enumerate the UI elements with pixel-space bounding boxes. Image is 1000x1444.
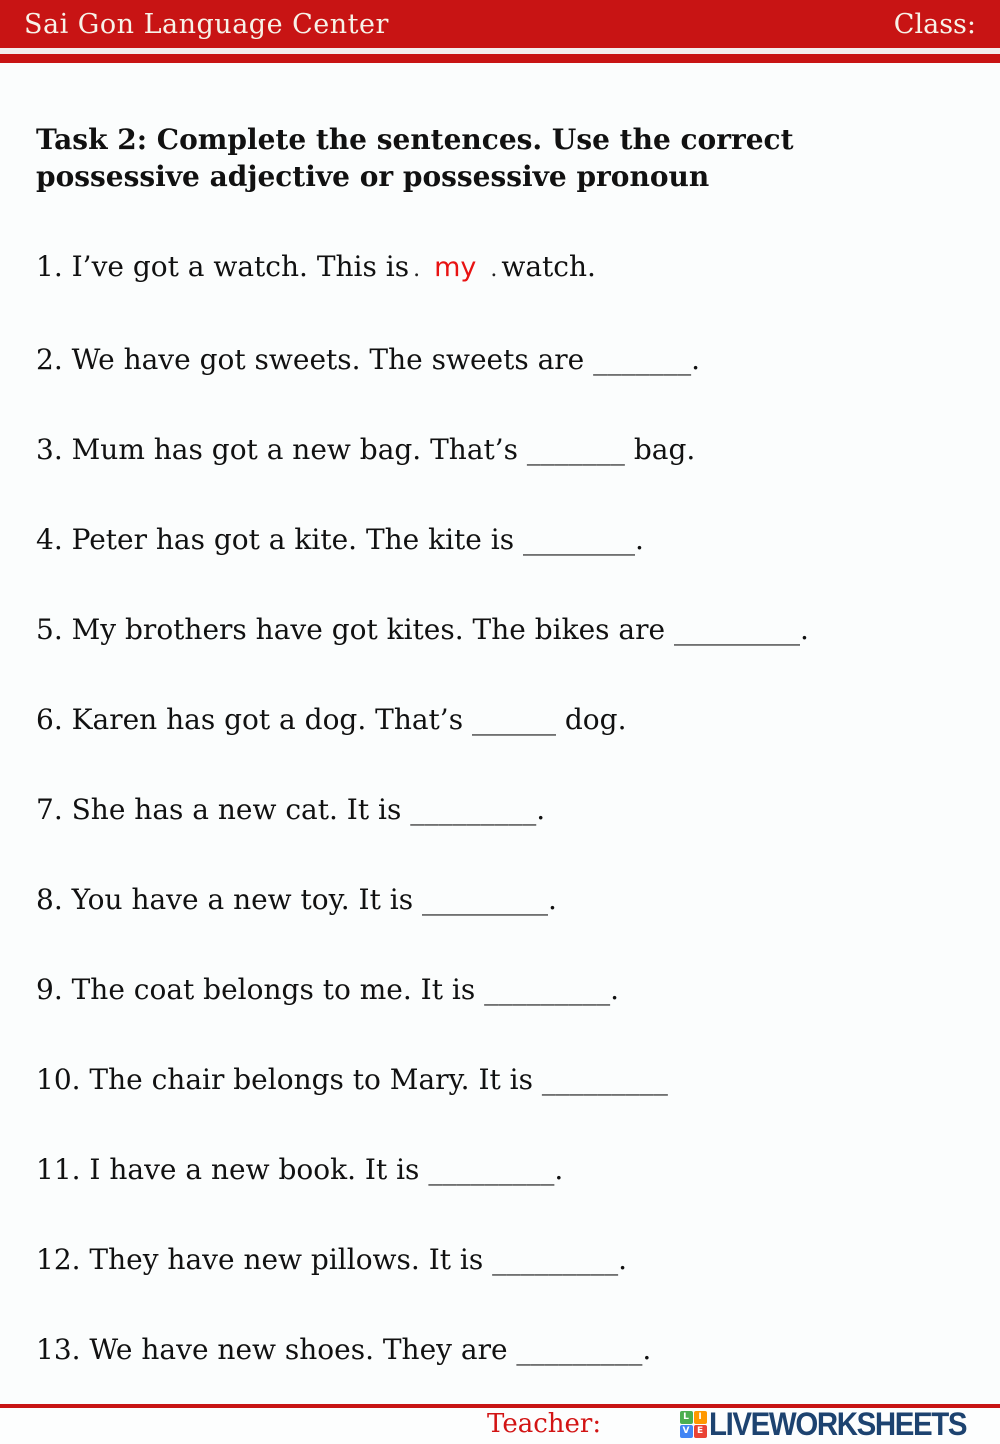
- logo-tile-i: I: [694, 1411, 707, 1424]
- task-title: Task 2: Complete the sentences. Use the correct possessive adjective or possessive pronoun: [36, 123, 794, 193]
- sentence-9[interactable]: 9. The coat belongs to me. It is _________.: [36, 973, 619, 1006]
- logo-tile-l: L: [680, 1411, 693, 1424]
- sentence-13[interactable]: 13. We have new shoes. They are _________.: [36, 1333, 652, 1366]
- sentence-text-before: 1. I’ve got a watch. This is: [36, 250, 410, 283]
- answer-input-filled[interactable]: my: [434, 252, 477, 283]
- sentence-11[interactable]: 11. I have a new book. It is _________.: [36, 1153, 564, 1186]
- class-label: Class:: [893, 8, 976, 40]
- header-bar: [0, 0, 1000, 48]
- sentence-6[interactable]: 6. Karen has got a dog. That’s ______ dog.: [36, 703, 627, 736]
- sentence-10[interactable]: 10. The chair belongs to Mary. It is _________: [36, 1063, 668, 1096]
- sentence-2[interactable]: 2. We have got sweets. The sweets are _______.: [36, 343, 701, 376]
- sentence-12[interactable]: 12. They have new pillows. It is _________.: [36, 1243, 628, 1276]
- liveworksheets-tiles-icon: [680, 1411, 707, 1438]
- sentence-5[interactable]: 5. My brothers have got kites. The bikes are _________.: [36, 613, 809, 646]
- sentence-1: [36, 250, 960, 287]
- school-name: Sai Gon Language Center: [24, 8, 389, 40]
- header-stripe-red: [0, 54, 1000, 63]
- blank-edge-dot: .: [490, 257, 498, 282]
- liveworksheets-logo-text: LIVEWORKSHEETS: [708, 1406, 966, 1442]
- sentence-text-after: watch.: [501, 250, 596, 283]
- sentence-7[interactable]: 7. She has a new cat. It is _________.: [36, 793, 546, 826]
- sentence-list: [36, 250, 960, 1367]
- sentence-3[interactable]: 3. Mum has got a new bag. That’s _______ bag.: [36, 433, 696, 466]
- liveworksheets-logo[interactable]: [680, 1406, 988, 1442]
- footer: [0, 1404, 1000, 1444]
- logo-tile-v: V: [680, 1425, 693, 1438]
- blank-edge-dot: .: [413, 257, 421, 282]
- sentence-4[interactable]: 4. Peter has got a kite. The kite is ________.: [36, 523, 644, 556]
- sentence-8[interactable]: 8. You have a new toy. It is _________.: [36, 883, 557, 916]
- logo-tile-e: E: [694, 1425, 707, 1438]
- worksheet-page: [0, 63, 1000, 1408]
- teacher-label: Teacher:: [487, 1409, 602, 1439]
- header: [0, 0, 1000, 63]
